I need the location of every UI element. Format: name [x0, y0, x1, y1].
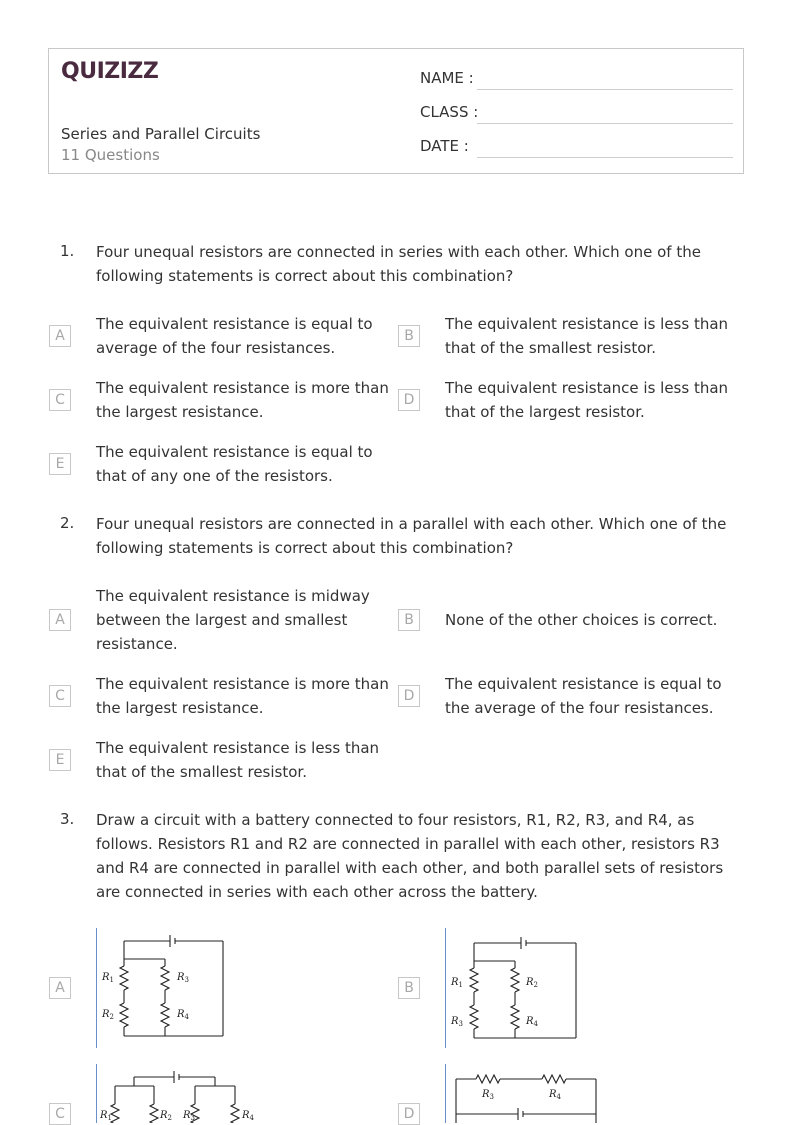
q3-option-b-letter[interactable]: B: [398, 977, 420, 999]
circuit-diagram-c[interactable]: [96, 1064, 257, 1123]
svg-text:R4: $R_4$: [526, 1016, 538, 1028]
q1-option-e-letter[interactable]: E: [49, 453, 71, 475]
q2-option-d-letter[interactable]: D: [398, 685, 420, 707]
date-label: DATE :: [420, 137, 469, 155]
q2-option-e-text: The equivalent resistance is less than that of the smallest resistor.: [96, 739, 380, 781]
name-field[interactable]: [477, 89, 733, 90]
svg-text:R2: $R_2$: [160, 1110, 172, 1122]
q3-option-a-letter[interactable]: A: [49, 977, 71, 999]
quizizz-logo: QUIZIZZ: [61, 59, 159, 84]
svg-text:R1: $R_1$: [100, 1110, 112, 1122]
q1-option-a-letter[interactable]: A: [49, 325, 71, 347]
q1-option-b-text: The equivalent resistance is less than that of the smallest resistor.: [445, 315, 729, 357]
question-1-text: Four unequal resistors are connected in series with each other. Which one of the following statements is correct about this combination?: [96, 243, 701, 285]
circuit-diagram-d[interactable]: [445, 1064, 606, 1123]
svg-text:R2: $R_2$: [526, 977, 538, 989]
question-1-number: 1.: [60, 242, 75, 260]
q2-option-b-letter[interactable]: B: [398, 609, 420, 631]
q2-option-c-text: The equivalent resistance is more than the largest resistance.: [96, 675, 389, 717]
q2-option-e-letter[interactable]: E: [49, 749, 71, 771]
svg-text:R1: $R_1$: [451, 977, 463, 989]
q2-option-d-text: The equivalent resistance is equal to the average of the four resistances.: [445, 675, 722, 717]
svg-text:R3: $R_3$: [177, 972, 189, 984]
q1-option-d-text: The equivalent resistance is less than that of the largest resistor.: [445, 379, 729, 421]
q3-option-c-letter[interactable]: C: [49, 1103, 71, 1125]
q1-option-a-text: The equivalent resistance is equal to average of the four resistances.: [96, 315, 373, 357]
label-r: R: [102, 972, 110, 983]
q2-option-c-letter[interactable]: C: [49, 685, 71, 707]
svg-text:R4: $R_4$: [549, 1089, 561, 1101]
svg-text:R1: $R_1$: [102, 972, 114, 984]
svg-text:R4: $R_4$: [177, 1009, 189, 1021]
q1-option-c-letter[interactable]: C: [49, 389, 71, 411]
worksheet-title: Series and Parallel Circuits: [61, 125, 261, 143]
worksheet-header: [48, 48, 744, 174]
question-count: 11 Questions: [61, 146, 160, 164]
class-label: CLASS :: [420, 103, 479, 121]
question-2-number: 2.: [60, 514, 75, 532]
q2-option-a-letter[interactable]: A: [49, 609, 71, 631]
q1-option-b-letter[interactable]: B: [398, 325, 420, 347]
circuit-diagram-b[interactable]: [445, 928, 586, 1048]
q1-option-d-letter[interactable]: D: [398, 389, 420, 411]
svg-text:R2: $R_2$: [102, 1009, 114, 1021]
q1-option-c-text: The equivalent resistance is more than the largest resistance.: [96, 379, 389, 421]
q1-option-e-text: The equivalent resistance is equal to that of any one of the resistors.: [96, 443, 373, 485]
svg-text:R4: $R_4$: [242, 1110, 254, 1122]
svg-text:R3: $R_3$: [482, 1089, 494, 1101]
name-label: NAME :: [420, 69, 474, 87]
q2-option-a-text: The equivalent resistance is midway between the largest and smallest resistance.: [96, 587, 370, 653]
svg-text:R3: $R_3$: [451, 1016, 463, 1028]
q2-option-b-text: None of the other choices is correct.: [445, 611, 718, 629]
svg-text:R3: $R_3$: [183, 1110, 195, 1122]
question-3-number: 3.: [60, 810, 75, 828]
question-2-text: Four unequal resistors are connected in a parallel with each other. Which one of the following statements is correct about this combination?: [96, 515, 727, 557]
question-3-text: Draw a circuit with a battery connected to four resistors, R1, R2, R3, and R4, as follows. Resistors R1 and R2 are connected in parallel with each other, resistors R3 and R4 are connected in parallel with each other, and both parallel sets of resistors are connected in series with each other across the battery.: [96, 811, 724, 901]
date-field[interactable]: [477, 157, 733, 158]
class-field[interactable]: [477, 123, 733, 124]
circuit-diagram-a[interactable]: [96, 928, 235, 1048]
q3-option-d-letter[interactable]: D: [398, 1103, 420, 1125]
